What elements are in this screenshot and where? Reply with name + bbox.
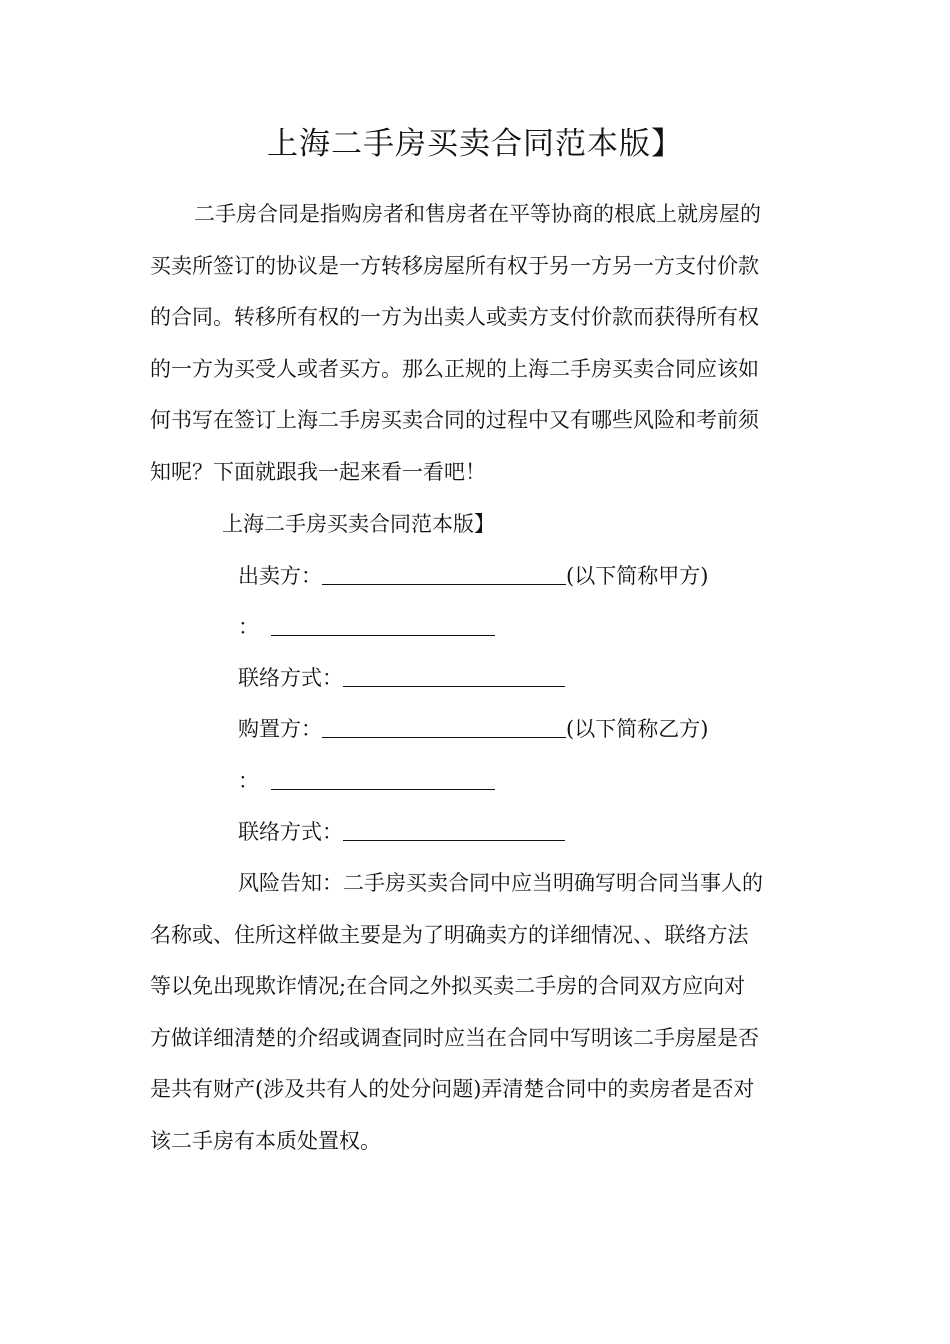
risk-line: 该二手房有本质处置权。 xyxy=(150,1128,381,1153)
seller-field xyxy=(238,551,708,603)
buyer-suffix: (以下简称乙方) xyxy=(566,717,709,741)
buyer-id-blank[interactable] xyxy=(271,769,495,790)
buyer-label: 购置方： xyxy=(238,717,322,741)
seller-contact-label: 联络方式： xyxy=(238,666,343,690)
intro-line: 二手房合同是指购房者和售房者在平等协商的根底上就房屋的 xyxy=(194,202,761,226)
risk-notice-paragraph xyxy=(150,858,810,1167)
seller-label: 出卖方： xyxy=(238,564,322,588)
seller-id-label: ： xyxy=(238,615,259,639)
risk-line: 风险告知：二手房买卖合同中应当明确写明合同当事人的 xyxy=(238,871,763,895)
risk-line: 等以免出现欺诈情况;在合同之外拟买卖二手房的合同双方应向对 xyxy=(150,974,746,998)
intro-line: 的一方为买受人或者买方。那么正规的上海二手房买卖合同应该如 xyxy=(150,356,759,381)
risk-line: 方做详细清楚的介绍或调查同时应当在合同中写明该二手房屋是否 xyxy=(150,1025,759,1050)
buyer-id-label: ： xyxy=(238,769,259,793)
intro-line: 买卖所签订的协议是一方转移房屋所有权于另一方另一方支付价款 xyxy=(150,253,759,278)
buyer-contact-blank[interactable] xyxy=(343,820,565,841)
seller-suffix: (以下简称甲方) xyxy=(566,564,709,588)
seller-contact-field xyxy=(238,653,565,705)
buyer-contact-field xyxy=(238,807,565,859)
intro-paragraph xyxy=(150,189,810,498)
buyer-contact-label: 联络方式： xyxy=(238,820,343,844)
intro-line: 的合同。转移所有权的一方为出卖人或卖方支付价款而获得所有权 xyxy=(150,305,759,329)
intro-line: 知呢？下面就跟我一起来看一看吧！ xyxy=(150,459,486,484)
seller-name-blank[interactable] xyxy=(322,564,566,585)
buyer-id-field xyxy=(238,756,495,808)
contract-subtitle: 上海二手房买卖合同范本版】 xyxy=(222,512,495,536)
risk-line: 是共有财产(涉及共有人的处分问题)弄清楚合同中的卖房者是否对 xyxy=(150,1077,755,1101)
buyer-name-blank[interactable] xyxy=(322,717,566,738)
seller-contact-blank[interactable] xyxy=(343,666,565,687)
seller-id-field xyxy=(238,602,495,654)
seller-id-blank[interactable] xyxy=(271,615,495,636)
buyer-field xyxy=(238,704,708,756)
risk-line: 名称或、住所这样做主要是为了明确卖方的详细情况、、联络方法 xyxy=(150,922,749,947)
intro-line: 何书写在签订上海二手房买卖合同的过程中又有哪些风险和考前须 xyxy=(150,408,759,432)
document-title: 上海二手房买卖合同范本版】 xyxy=(267,126,683,162)
